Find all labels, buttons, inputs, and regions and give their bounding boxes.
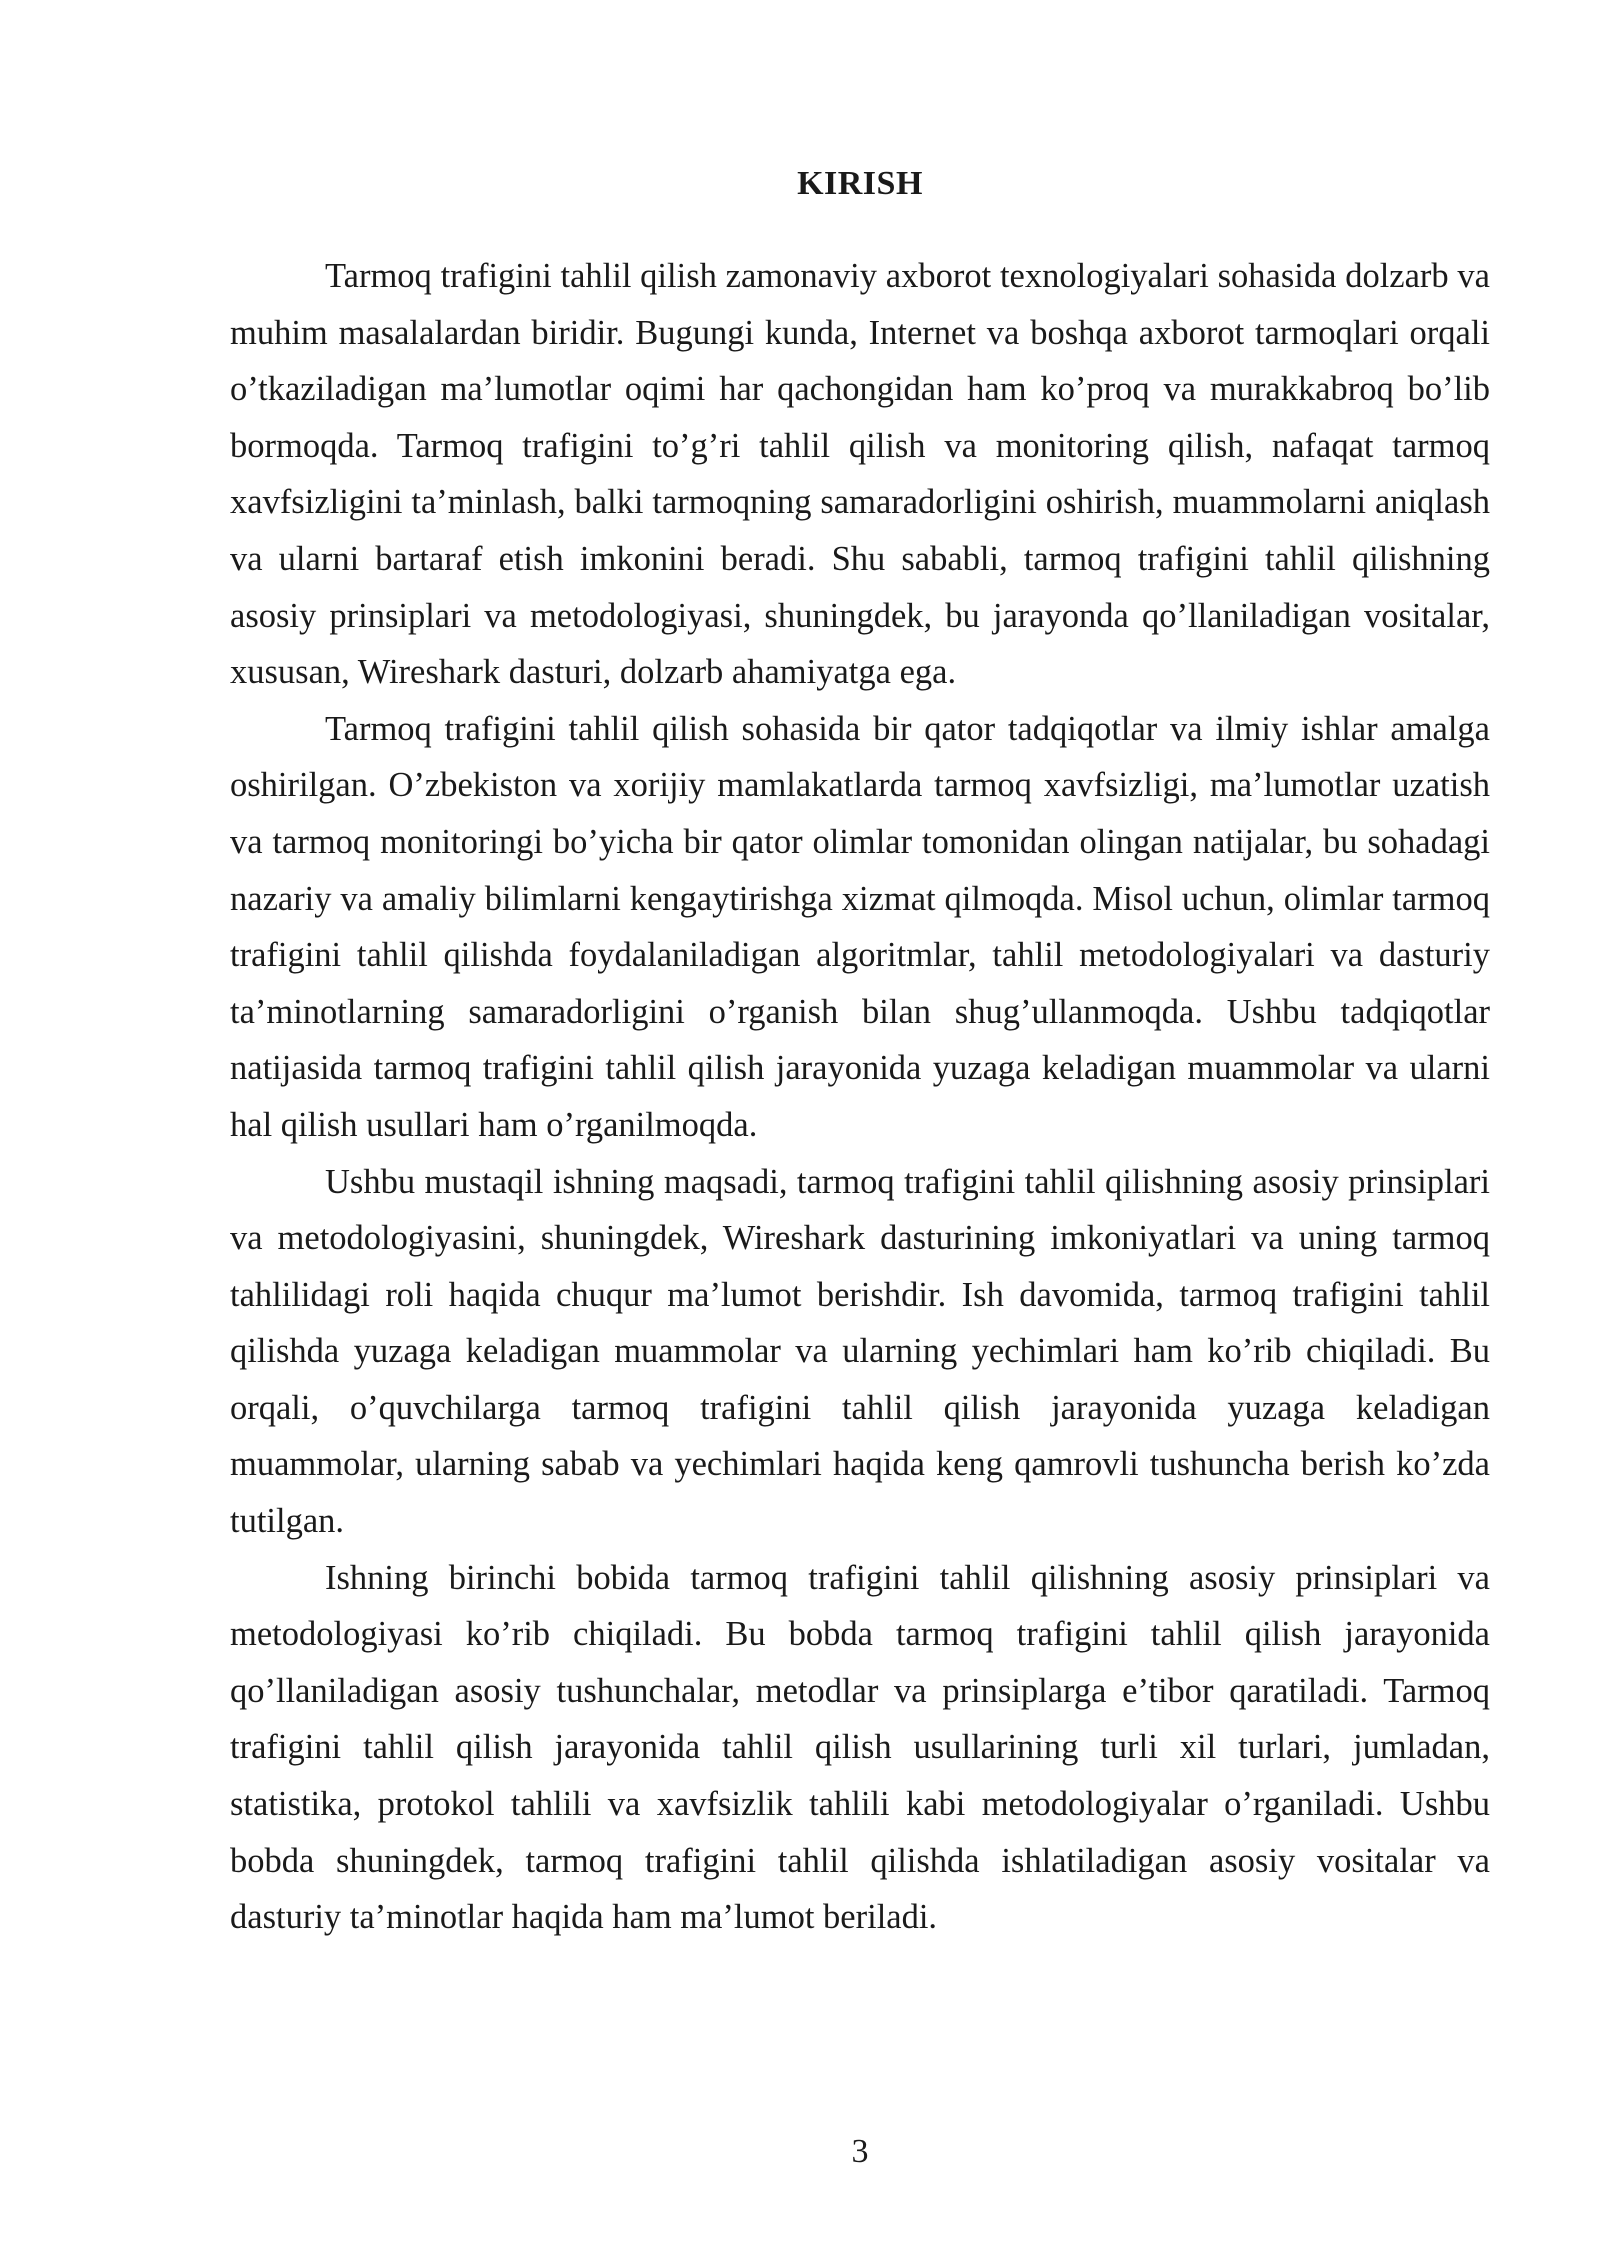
page-title: KIRISH	[797, 165, 923, 202]
paragraph-4: Ishning birinchi bobida tarmoq trafigini tahlil qilishning asosiy prinsiplari va metodologiyasi ko’rib chiqiladi. Bu bobda tarmoq trafigini tahlil qilish jarayonida qo’llaniladigan asosiy tushunchalar, metodlar va prinsiplarga e’tibor qaratiladi. Tarmoq trafigini tahlil qilish jarayonida tahlil qilish usullarining turli xil turlari, jumladan, statistika, protokol tahlili va xavfsizlik tahlili kabi metodologiyalar o’rganiladi. Ushbu bobda shuningdek, tarmoq trafigini tahlil qilishda ishlatiladigan asosiy vositalar va dasturiy ta’minotlar haqida ham ma’lumot beriladi.	[230, 1558, 1490, 1937]
paragraph-1: Tarmoq trafigini tahlil qilish zamonaviy axborot texnologiyalari sohasida dolzarb va muhim masalalardan biridir. Bugungi kunda, Internet va boshqa axborot tarmoqlari orqali o’tkaziladigan ma’lumotlar oqimi har qachongidan ham ko’proq va murakkabroq bo’lib bormoqda. Tarmoq trafigini to’g’ri tahlil qilish va monitoring qilish, nafaqat tarmoq xavfsizligini ta’minlash, balki tarmoqning samaradorligini oshirish, muammolarni aniqlash va ularni bartaraf etish imkonini beradi. Shu sababli, tarmoq trafigini tahlil qilishning asosiy prinsiplari va metodologiyasi, shuningdek, bu jarayonda qo’llaniladigan vositalar, xususan, Wireshark dasturi, dolzarb ahamiyatga ega.	[230, 257, 1490, 692]
page-number: 3	[851, 2133, 869, 2170]
body-text	[230, 248, 1490, 1946]
paragraph-2: Tarmoq trafigini tahlil qilish sohasida bir qator tadqiqotlar va ilmiy ishlar amalga oshirilgan. O’zbekiston va xorijiy mamlakatlarda tarmoq xavfsizligi, ma’lumotlar uzatish va tarmoq monitoringi bo’yicha bir qator olimlar tomonidan olingan natijalar, bu sohadagi nazariy va amaliy bilimlarni kengaytirishga xizmat qilmoqda. Misol uchun, olimlar tarmoq trafigini tahlil qilishda foydalaniladigan algoritmlar, tahlil metodologiyalari va dasturiy ta’minotlarning samaradorligini o’rganish bilan shug’ullanmoqda. Ushbu tadqiqotlar natijasida tarmoq trafigini tahlil qilish jarayonida yuzaga keladigan muammolar va ularni hal qilish usullari ham o’rganilmoqda.	[230, 709, 1490, 1144]
paragraph-3: Ushbu mustaqil ishning maqsadi, tarmoq trafigini tahlil qilishning asosiy prinsiplari va metodologiyasini, shuningdek, Wireshark dasturining imkoniyatlari va uning tarmoq tahlilidagi roli haqida chuqur ma’lumot berishdir. Ish davomida, tarmoq trafigini tahlil qilishda yuzaga keladigan muammolar va ularning yechimlari ham ko’rib chiqiladi. Bu orqali, o’quvchilarga tarmoq trafigini tahlil qilish jarayonida yuzaga keladigan muammolar, ularning sabab va yechimlari haqida keng qamrovli tushuncha berish ko’zda tutilgan.	[230, 1162, 1490, 1541]
